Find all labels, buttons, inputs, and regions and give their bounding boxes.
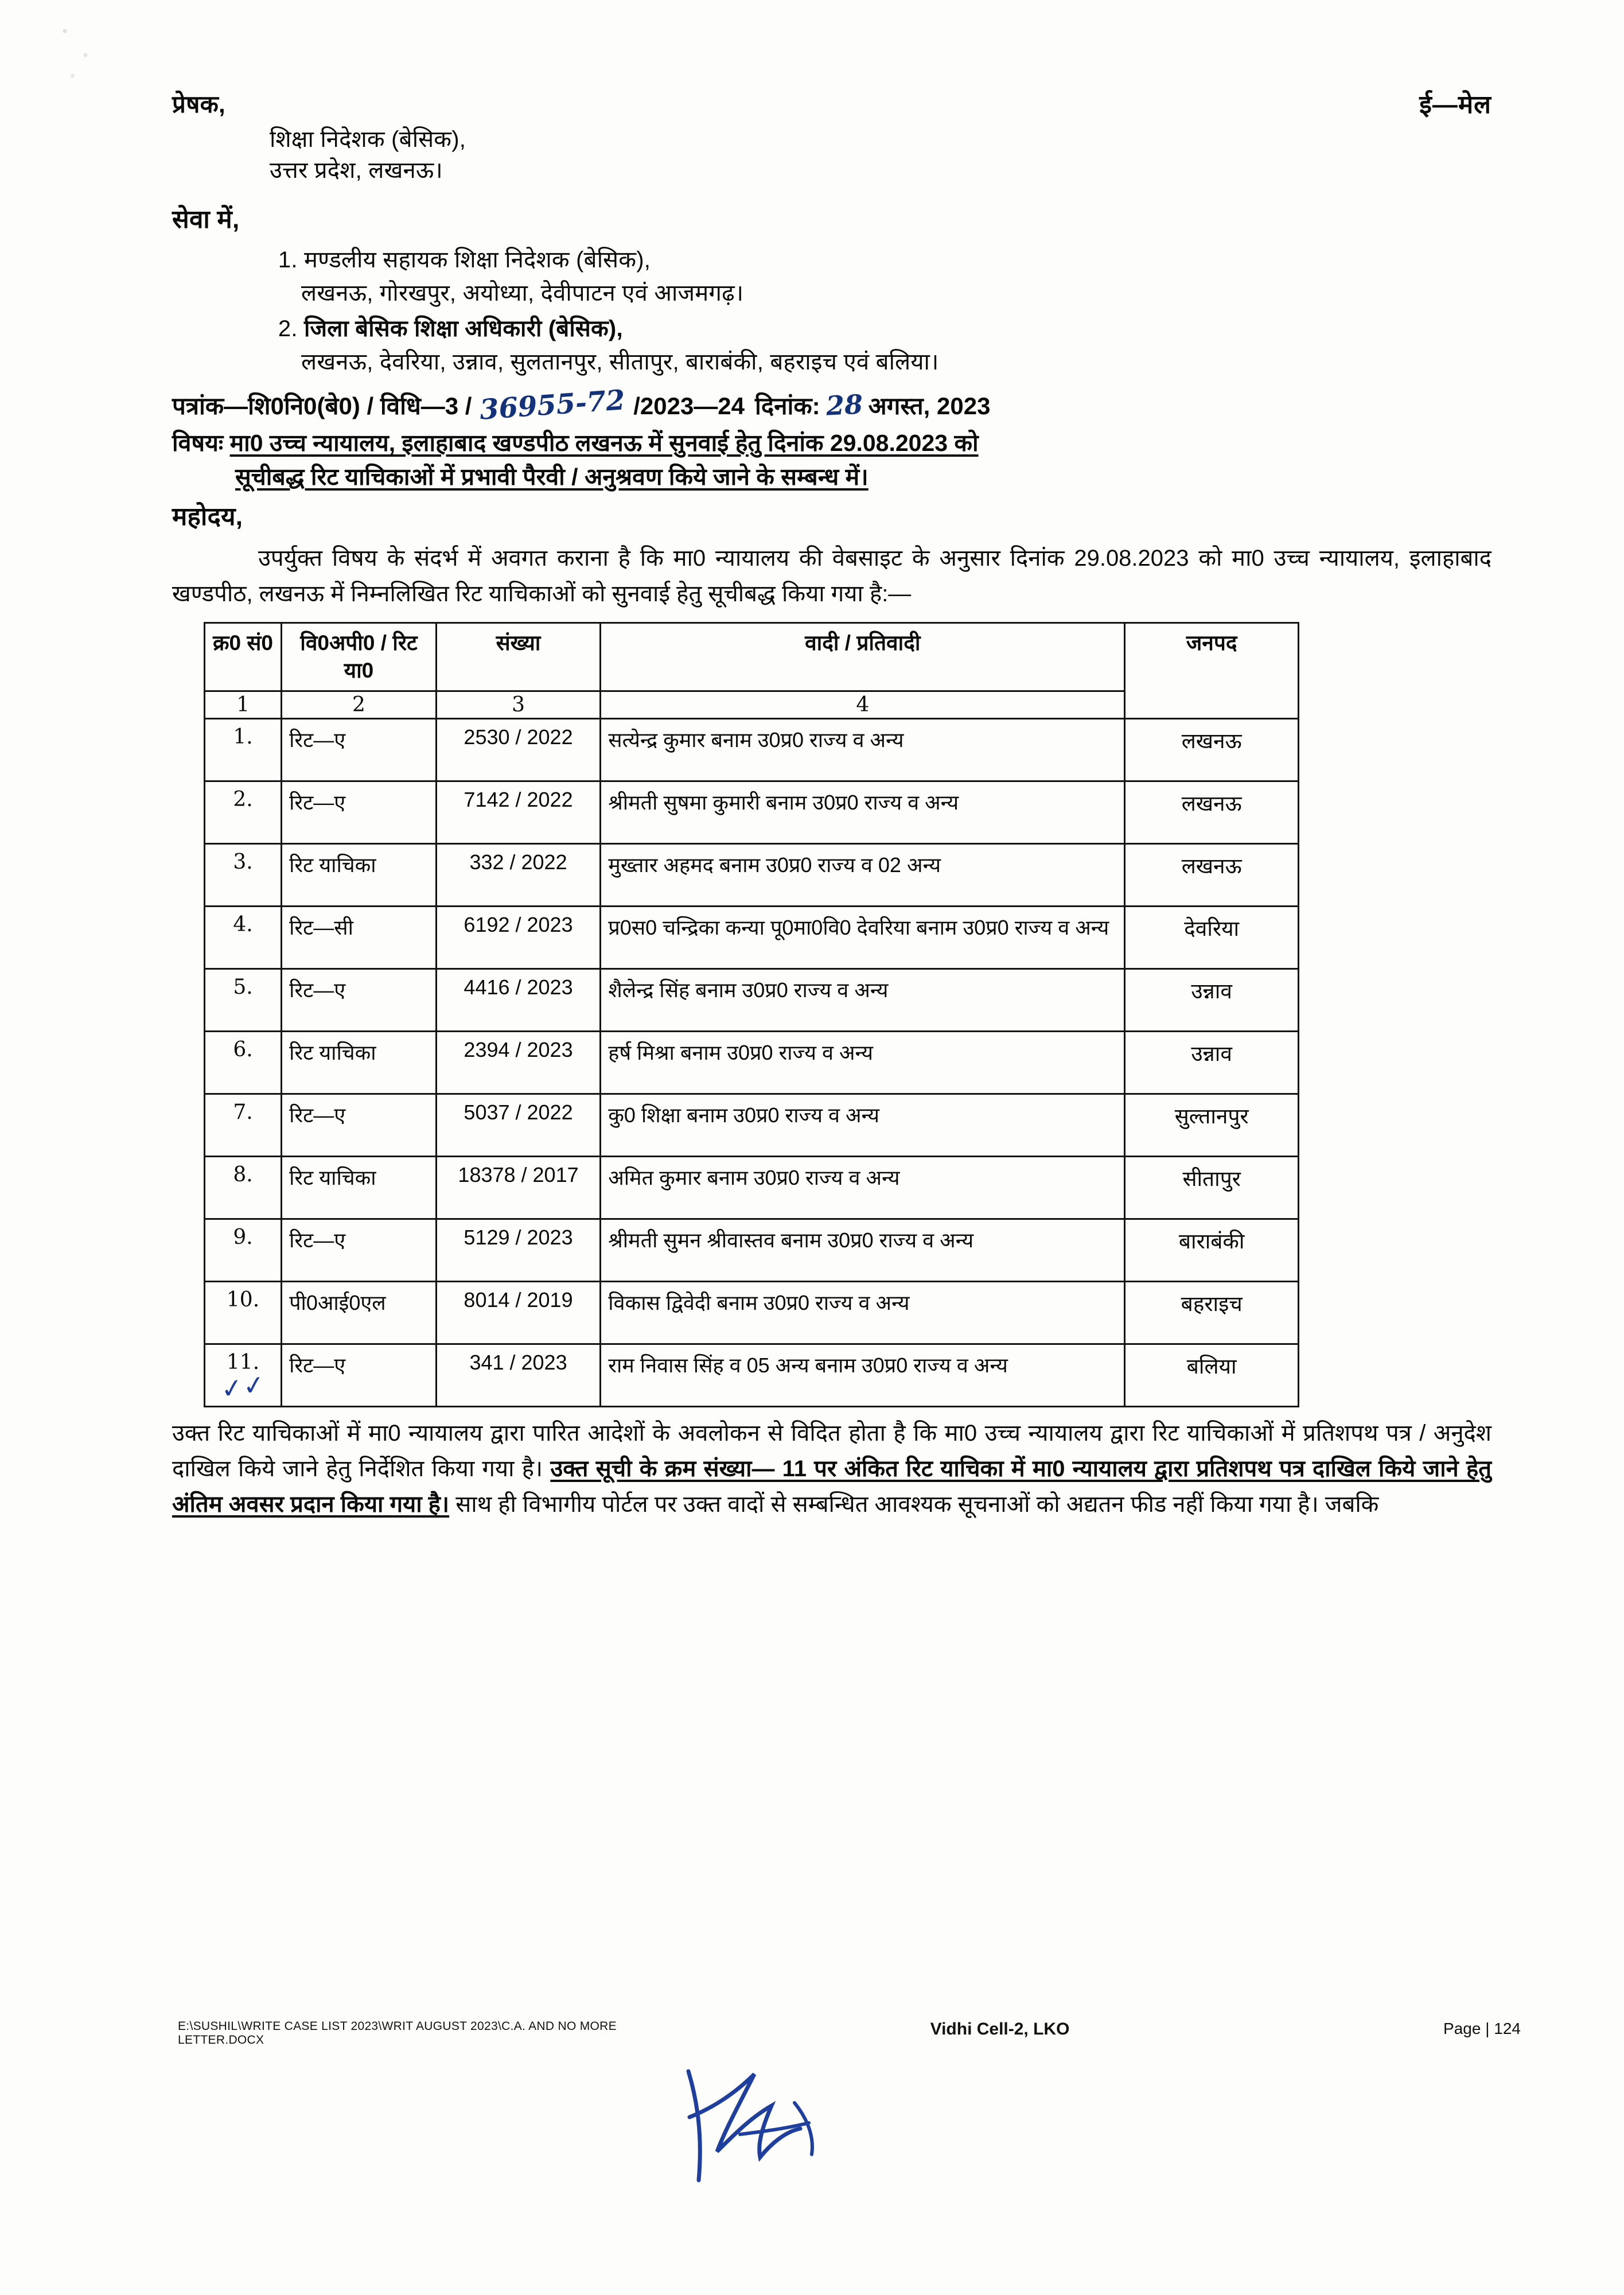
cell-type: पी0आई0एल bbox=[282, 1282, 437, 1344]
table-row bbox=[205, 1282, 1299, 1344]
recipient-list bbox=[172, 243, 1491, 379]
cell-number: 6192 / 2023 bbox=[436, 907, 600, 969]
cell-district: देवरिया bbox=[1125, 907, 1299, 969]
footer-page-number: Page | 124 bbox=[1443, 2020, 1521, 2037]
subject-line-2: सूचीबद्ध रिट याचिकाओं में प्रभावी पैरवी / अनुश्रवण किये जाने के सम्बन्ध में। bbox=[235, 464, 869, 491]
cell-district: सुल्तानपुर bbox=[1125, 1094, 1299, 1157]
cell-sno: 2. bbox=[205, 781, 282, 844]
cell-district: उन्नाव bbox=[1125, 1032, 1299, 1094]
cell-party: सत्येन्द्र कुमार बनाम उ0प्र0 राज्य व अन्य bbox=[601, 719, 1125, 781]
cell-number: 332 / 2022 bbox=[436, 844, 600, 907]
reference-line bbox=[172, 384, 1491, 426]
table-row bbox=[205, 1157, 1299, 1219]
table-row bbox=[205, 1032, 1299, 1094]
cell-party: श्रीमती सुषमा कुमारी बनाम उ0प्र0 राज्य व अन्य bbox=[601, 781, 1125, 844]
table-row bbox=[205, 1219, 1299, 1282]
cell-sno: 6. bbox=[205, 1032, 282, 1094]
column-header-party: वादी / प्रतिवादी bbox=[601, 623, 1125, 691]
cell-type: रिट याचिका bbox=[282, 1157, 437, 1219]
page-footer bbox=[178, 2020, 1521, 2047]
column-header-district: जनपद bbox=[1125, 623, 1299, 718]
cell-sno: 8. bbox=[205, 1157, 282, 1219]
cell-type: रिट—सी bbox=[282, 907, 437, 969]
case-list-table bbox=[204, 622, 1299, 1407]
column-number-1: 1 bbox=[205, 691, 282, 719]
recipient-2-line-1: जिला बेसिक शिक्षा अधिकारी (बेसिक), bbox=[304, 316, 623, 341]
cell-district: लखनऊ bbox=[1125, 719, 1299, 781]
cell-party: श्रीमती सुमन श्रीवास्तव बनाम उ0प्र0 राज्य व अन्य bbox=[601, 1219, 1125, 1282]
cell-number: 341 / 2023 bbox=[436, 1344, 600, 1407]
list-item bbox=[301, 312, 1491, 379]
cell-number: 8014 / 2019 bbox=[436, 1282, 600, 1344]
cell-number: 5129 / 2023 bbox=[436, 1219, 600, 1282]
cell-party: प्र0स0 चन्द्रिका कन्या पू0मा0वि0 देवरिया बनाम उ0प्र0 राज्य व अन्य bbox=[601, 907, 1125, 969]
cell-type: रिट—ए bbox=[282, 781, 437, 844]
cell-party: हर्ष मिश्रा बनाम उ0प्र0 राज्य व अन्य bbox=[601, 1032, 1125, 1094]
cell-party: मुख्तार अहमद बनाम उ0प्र0 राज्य व 02 अन्य bbox=[601, 844, 1125, 907]
cell-number: 5037 / 2022 bbox=[436, 1094, 600, 1157]
closing-part-1: उक्त रिट याचिकाओं में मा0 न्यायालय द्वारा पारित आदेशों के अवलोकन से विदित होता है कि मा0 उच्च न्यायालय द्वारा रिट याचिकाओं में प्रतिशपथ पत्र / अनुदेश दाखिल किये जाने हेतु निर्देशित किया गया है। bbox=[172, 1421, 1491, 1482]
cell-type: रिट—ए bbox=[282, 1344, 437, 1407]
cell-sno: 3. bbox=[205, 844, 282, 907]
cell-type: रिट याचिका bbox=[282, 844, 437, 907]
closing-paragraph bbox=[172, 1415, 1491, 1522]
reference-number-handwritten: 36955-72 bbox=[478, 384, 626, 426]
closing-part-2: साथ ही विभागीय पोर्टल पर उक्त वादों से सम्बन्धित आवश्यक सूचनाओं को अद्यतन फीड नहीं किया गया है। जबकि bbox=[449, 1492, 1379, 1518]
intro-paragraph-text: उपर्युक्त विषय के संदर्भ में अवगत कराना है कि मा0 न्यायालय की वेबसाइट के अनुसार दिनांक 29.08.2023 को मा0 उच्च न्यायालय, इलाहाबाद खण्डपीठ, लखनऊ में निम्नलिखित रिट याचिकाओं को सुनवाई हेतु सूचीबद्ध किया गया है:— bbox=[172, 545, 1491, 606]
cell-party: विकास द्विवेदी बनाम उ0प्र0 राज्य व अन्य bbox=[601, 1282, 1125, 1344]
subject-block bbox=[172, 426, 1491, 495]
cell-sno bbox=[205, 1344, 282, 1407]
table-body bbox=[205, 719, 1299, 1407]
email-mode-label: ई—मेल bbox=[1419, 91, 1491, 119]
cell-type: रिट—ए bbox=[282, 1219, 437, 1282]
table-row bbox=[205, 719, 1299, 781]
column-number-3: 3 bbox=[436, 691, 600, 719]
cell-type: रिट—ए bbox=[282, 719, 437, 781]
salutation: महोदय, bbox=[172, 502, 243, 531]
document-body bbox=[172, 86, 1491, 1522]
cell-district: बलिया bbox=[1125, 1344, 1299, 1407]
subject-line-1: मा0 उच्च न्यायालय, इलाहाबाद खण्डपीठ लखनऊ में सुनवाई हेतु दिनांक 29.08.2023 को bbox=[229, 430, 979, 456]
signature bbox=[671, 2048, 866, 2203]
cell-type: रिट—ए bbox=[282, 1094, 437, 1157]
cell-sno-text: 11. bbox=[226, 1351, 260, 1375]
reference-date-label: दिनांक: bbox=[755, 392, 820, 419]
cell-party: कु0 शिक्षा बनाम उ0प्र0 राज्य व अन्य bbox=[601, 1094, 1125, 1157]
reference-year: /2023—24 bbox=[633, 392, 745, 419]
cell-type: रिट—ए bbox=[282, 969, 437, 1032]
footer-cell-label: Vidhi Cell-2, LKO bbox=[930, 2020, 1070, 2039]
recipient-1-line-1: मण्डलीय सहायक शिक्षा निदेशक (बेसिक), bbox=[304, 247, 651, 273]
cell-sno: 5. bbox=[205, 969, 282, 1032]
sender-line-1: शिक्षा निदेशक (बेसिक), bbox=[270, 127, 466, 152]
letter-head bbox=[172, 86, 1491, 124]
table-row bbox=[205, 969, 1299, 1032]
cell-sno: 10. bbox=[205, 1282, 282, 1344]
column-number-4: 4 bbox=[601, 691, 1125, 719]
cell-number: 18378 / 2017 bbox=[436, 1157, 600, 1219]
reference-prefix: पत्रांक—शि0नि0(बे0) / विधि—3 / bbox=[172, 392, 472, 419]
cell-district: सीतापुर bbox=[1125, 1157, 1299, 1219]
scan-artifact bbox=[54, 17, 106, 86]
table-row bbox=[205, 781, 1299, 844]
cell-number: 7142 / 2022 bbox=[436, 781, 600, 844]
cell-number: 2530 / 2022 bbox=[436, 719, 600, 781]
recipient-1-line-2: लखनऊ, गोरखपुर, अयोध्या, देवीपाटन एवं आजमगढ़। bbox=[301, 281, 744, 306]
table-row bbox=[205, 1094, 1299, 1157]
cell-number: 4416 / 2023 bbox=[436, 969, 600, 1032]
intro-paragraph bbox=[172, 540, 1491, 612]
cell-number: 2394 / 2023 bbox=[436, 1032, 600, 1094]
handwritten-check-icon: ✓✓ bbox=[219, 1368, 267, 1406]
table-header-row bbox=[205, 623, 1299, 691]
table-row bbox=[205, 1344, 1299, 1407]
column-header-sno: क्र0 सं0 bbox=[205, 623, 282, 691]
cell-party: शैलेन्द्र सिंह बनाम उ0प्र0 राज्य व अन्य bbox=[601, 969, 1125, 1032]
sender-line-2: उत्तर प्रदेश, लखनऊ। bbox=[270, 158, 443, 183]
cell-type: रिट याचिका bbox=[282, 1032, 437, 1094]
reference-date-handwritten: 28 bbox=[825, 388, 864, 422]
cell-party: राम निवास सिंह व 05 अन्य बनाम उ0प्र0 राज्य व अन्य bbox=[601, 1344, 1125, 1407]
cell-sno: 9. bbox=[205, 1219, 282, 1282]
column-header-type: वि0अपी0 / रिट या0 bbox=[282, 623, 437, 691]
cell-district: बाराबंकी bbox=[1125, 1219, 1299, 1282]
cell-sno: 1. bbox=[205, 719, 282, 781]
column-header-number: संख्या bbox=[436, 623, 600, 691]
cell-district: लखनऊ bbox=[1125, 844, 1299, 907]
reference-month-year: अगस्त, 2023 bbox=[868, 392, 991, 419]
footer-file-path: E:\SUSHIL\WRITE CASE LIST 2023\WRIT AUGUST 2023\C.A. AND NO MORE LETTER.DOCX bbox=[178, 2020, 617, 2047]
cell-party: अमित कुमार बनाम उ0प्र0 राज्य व अन्य bbox=[601, 1157, 1125, 1219]
subject-label: विषयः bbox=[172, 430, 224, 456]
recipient-2-line-2: लखनऊ, देवरिया, उन्नाव, सुलतानपुर, सीतापुर, बाराबंकी, बहराइच एवं बलिया। bbox=[301, 349, 939, 375]
to-label: सेवा में, bbox=[172, 205, 240, 234]
table-header bbox=[205, 623, 1299, 718]
cell-district: बहराइच bbox=[1125, 1282, 1299, 1344]
cell-sno: 7. bbox=[205, 1094, 282, 1157]
cell-sno: 4. bbox=[205, 907, 282, 969]
cell-district: लखनऊ bbox=[1125, 781, 1299, 844]
closing-emphasis: उक्त सूची के क्रम संख्या— 11 पर अंकित रिट याचिका में मा0 न्यायालय द्वारा प्रतिशपथ पत्र दाखिल किये जाने हेतु अंतिम अवसर प्रदान किया गया है। bbox=[172, 1456, 1491, 1518]
cell-district: उन्नाव bbox=[1125, 969, 1299, 1032]
list-item bbox=[301, 243, 1491, 310]
column-number-2: 2 bbox=[282, 691, 437, 719]
table-row bbox=[205, 844, 1299, 907]
sender-label: प्रेषक, bbox=[172, 91, 225, 118]
table-row bbox=[205, 907, 1299, 969]
